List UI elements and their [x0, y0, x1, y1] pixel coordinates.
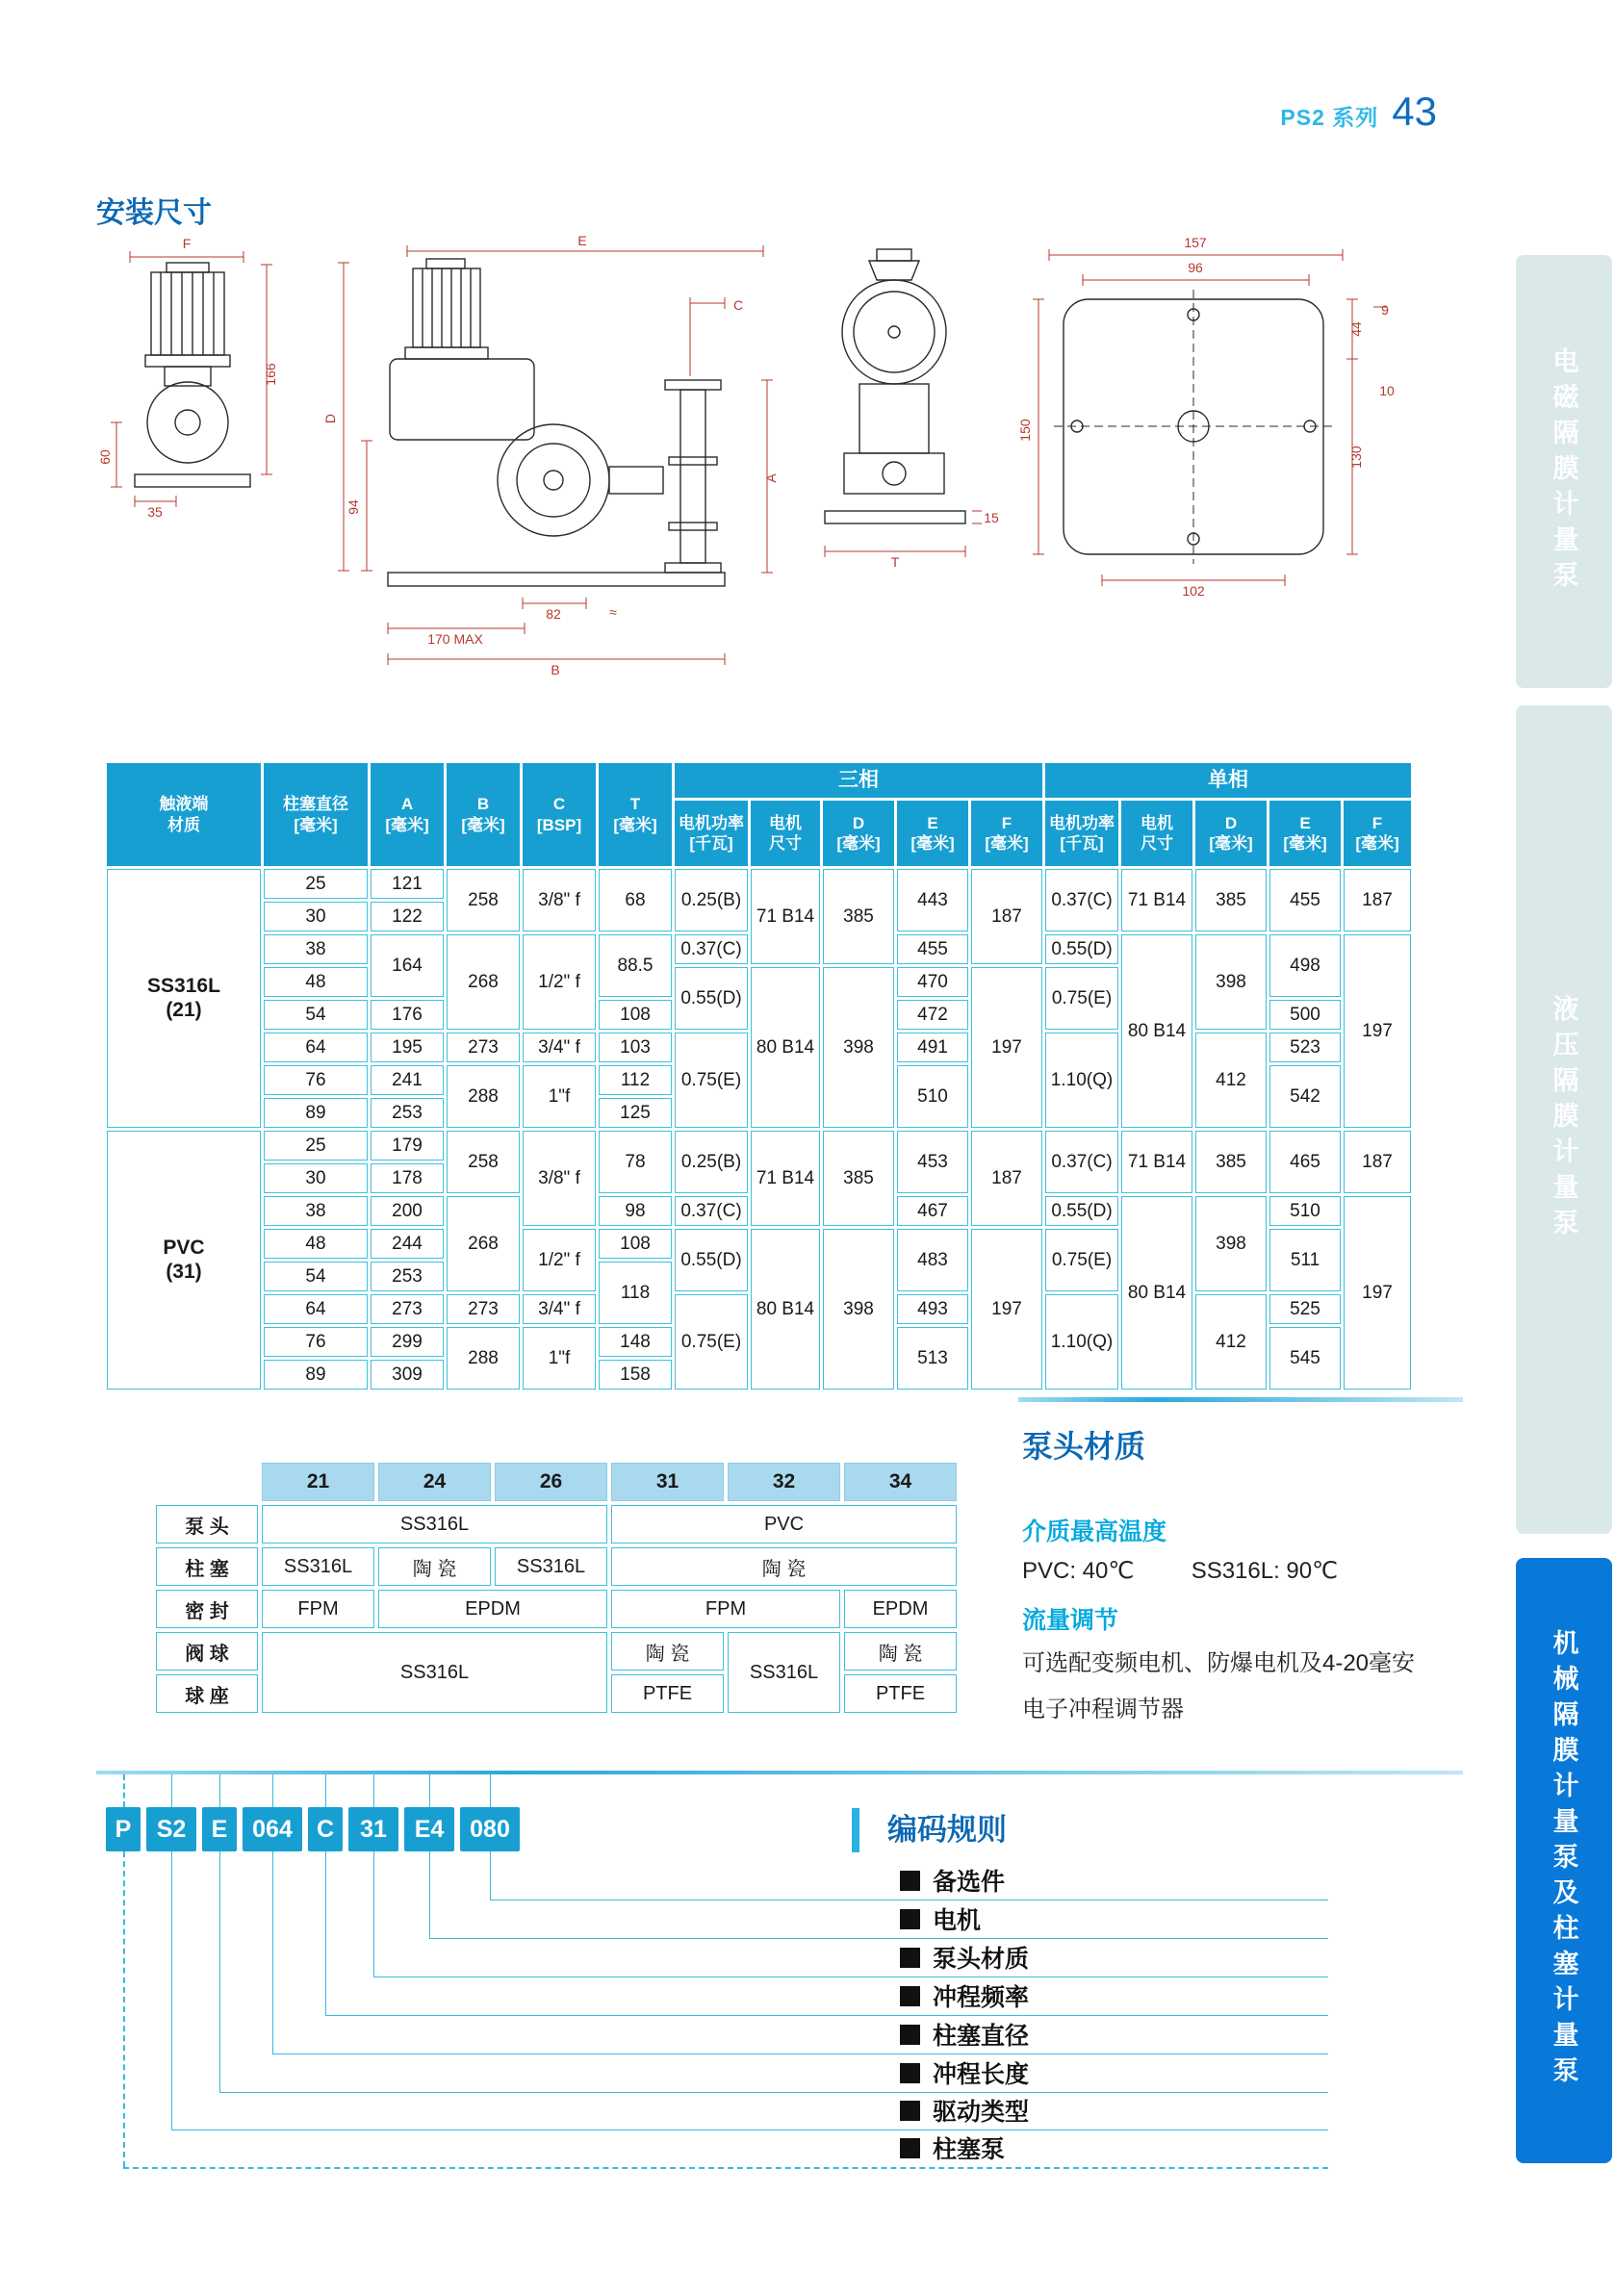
connector-line — [272, 1774, 273, 1807]
table-cell: 498 — [1269, 934, 1341, 997]
table-cell: 197 — [1344, 1196, 1411, 1390]
connector-line — [123, 1774, 125, 1807]
legend-label: 驱动类型 — [933, 2099, 1030, 2126]
connector-line — [171, 1774, 172, 1807]
bullet-square-icon — [900, 2063, 920, 2083]
code-block-E: E — [202, 1807, 237, 1851]
table-cell: 493 — [897, 1294, 968, 1324]
table-cell: 108 — [599, 1229, 672, 1259]
table-cell: 122 — [371, 902, 444, 931]
table-cell: 71 B14 — [1121, 1131, 1192, 1193]
table-cell: 455 — [1269, 869, 1341, 931]
table-cell: SS316L — [495, 1547, 607, 1586]
column-header: 电机 尺寸 — [751, 801, 820, 866]
table-cell: 80 B14 — [1121, 934, 1192, 1128]
table-cell: 244 — [371, 1229, 444, 1259]
row-label: 柱 塞 — [156, 1547, 258, 1586]
legend-label: 柱塞泵 — [933, 2136, 1006, 2163]
table-cell: 88.5 — [599, 934, 672, 997]
table-cell: 288 — [447, 1065, 520, 1128]
table-cell: 187 — [971, 869, 1042, 964]
column-header: D [毫米] — [1195, 801, 1267, 866]
flow-adjust-text-2: 电子冲程调节器 — [1022, 1696, 1184, 1722]
install-section-title: 安装尺寸 — [96, 197, 212, 229]
table-cell: 0.75(E) — [675, 1294, 748, 1390]
legend-label: 备选件 — [933, 1869, 1006, 1896]
table-cell: 491 — [897, 1033, 968, 1062]
table-cell: SS316L — [262, 1547, 374, 1586]
legend-item — [900, 1865, 1005, 1896]
heading-accent-bar — [852, 1808, 859, 1852]
dim-label: 130 — [1348, 446, 1364, 469]
connector-line — [325, 2015, 1328, 2016]
table-cell: 78 — [599, 1131, 672, 1193]
table-cell: 164 — [371, 934, 444, 997]
legend-item — [900, 1942, 1029, 1973]
table-cell: 0.55(D) — [675, 1229, 748, 1291]
table-cell: SS316L — [262, 1632, 607, 1713]
connector-line — [325, 1851, 326, 2015]
table-cell: 513 — [897, 1327, 968, 1390]
material-codes-header-row — [156, 1463, 957, 1501]
table-cell: FPM — [611, 1590, 840, 1628]
temp-pvc: PVC: 40℃ — [1022, 1558, 1135, 1584]
dim-label: T — [890, 554, 900, 570]
connector-line — [123, 1851, 125, 2167]
plunger-row — [156, 1547, 957, 1586]
connector-line — [490, 1900, 1328, 1901]
table-cell: 273 — [447, 1033, 520, 1062]
table-cell: 0.75(E) — [1045, 967, 1118, 1030]
table-cell: 273 — [447, 1294, 520, 1324]
table-cell: 1.10(Q) — [1045, 1033, 1118, 1128]
table-cell: 187 — [1344, 869, 1411, 931]
column-header: 柱塞直径 [毫米] — [264, 763, 368, 866]
connector-line — [429, 1851, 430, 1938]
dim-label: 94 — [346, 499, 361, 515]
table-cell: 0.25(B) — [675, 1131, 748, 1193]
table-cell: 0.55(D) — [1045, 1196, 1118, 1226]
dim-label: 96 — [1188, 260, 1203, 275]
table-cell: 465 — [1269, 1131, 1341, 1193]
table-cell: 30 — [264, 1163, 368, 1193]
table-cell: 511 — [1269, 1229, 1341, 1291]
bullet-square-icon — [900, 2101, 920, 2121]
table-cell: 80 B14 — [751, 967, 820, 1128]
table-cell: 3/4" f — [523, 1294, 596, 1324]
rear-view-dimensions — [825, 510, 999, 570]
dim-label: 9 — [1381, 302, 1389, 318]
table-cell: PTFE — [844, 1674, 957, 1713]
dim-label: 60 — [97, 449, 113, 465]
table-cell: 200 — [371, 1196, 444, 1226]
series-label: PS2 系列 — [1280, 105, 1379, 130]
sidebar-tab-mechanical-diaphragm — [1516, 1558, 1612, 2163]
table-cell: 197 — [1344, 934, 1411, 1128]
table-cell: PTFE — [611, 1674, 724, 1713]
dim-label: D — [322, 413, 338, 424]
bullet-square-icon — [900, 1948, 920, 1968]
table-cell: 385 — [823, 869, 894, 964]
table-cell: 48 — [264, 967, 368, 997]
table-cell: 68 — [599, 869, 672, 931]
table-cell: 178 — [371, 1163, 444, 1193]
max-temp-subtitle: 介质最高温度 — [1022, 1518, 1167, 1545]
sidebar-tab-solenoid-diaphragm — [1516, 255, 1612, 688]
sidebar-tab-label: 电磁隔膜计量泵 — [1549, 346, 1578, 597]
connector-line — [219, 1774, 220, 1807]
column-header: B [毫米] — [447, 763, 520, 866]
section-divider — [96, 1771, 1463, 1774]
connector-line — [429, 1938, 1328, 1939]
table-cell: 176 — [371, 1000, 444, 1030]
legend-label: 柱塞直径 — [933, 2023, 1030, 2050]
dim-label: 150 — [1017, 419, 1033, 442]
table-cell: 103 — [599, 1033, 672, 1062]
dim-label: F — [182, 236, 192, 251]
table-cell: 0.55(D) — [675, 967, 748, 1030]
table-cell: 25 — [264, 1131, 368, 1161]
table-cell: 483 — [897, 1229, 968, 1291]
table-cell: 1/2" f — [523, 1229, 596, 1291]
table-cell: 398 — [1195, 934, 1267, 1030]
code-header: 31 — [611, 1463, 724, 1501]
code-block-31: 31 — [348, 1807, 398, 1851]
column-header: 电机功率 [千瓦] — [1045, 801, 1118, 866]
dim-label: 166 — [263, 363, 278, 386]
table-cell: 545 — [1269, 1327, 1341, 1390]
connector-line — [490, 1774, 491, 1807]
table-cell: 0.37(C) — [675, 1196, 748, 1226]
table-cell: 472 — [897, 1000, 968, 1030]
table-cell: 179 — [371, 1131, 444, 1161]
table-cell: 108 — [599, 1000, 672, 1030]
table-cell: 470 — [897, 967, 968, 997]
table-cell: 268 — [447, 1196, 520, 1291]
phase-group-header: 三相 — [675, 763, 1042, 798]
dimension-table — [104, 760, 1414, 1392]
table-cell: 273 — [371, 1294, 444, 1324]
pump-side-view-drawing — [388, 259, 725, 586]
flow-adjust-text-1: 可选配变频电机、防爆电机及4-20毫安 — [1022, 1650, 1416, 1676]
code-header: 32 — [728, 1463, 840, 1501]
table-cell: 3/8" f — [523, 1131, 596, 1226]
table-cell: 1.10(Q) — [1045, 1294, 1118, 1390]
dim-label: 157 — [1184, 235, 1207, 250]
table-cell: 1/2" f — [523, 934, 596, 1030]
table-cell: 陶 瓷 — [611, 1547, 957, 1586]
table-cell: 76 — [264, 1065, 368, 1095]
table-cell: 453 — [897, 1131, 968, 1193]
table-cell: 455 — [897, 934, 968, 964]
connector-line — [123, 2167, 1328, 2169]
temp-ss316l: SS316L: 90℃ — [1191, 1558, 1339, 1584]
front-view-dimensions — [97, 236, 278, 520]
table-cell: 288 — [447, 1327, 520, 1390]
table-cell: 398 — [823, 1229, 894, 1390]
sidebar-tab-hydraulic-diaphragm — [1516, 705, 1612, 1534]
table-cell: 542 — [1269, 1065, 1341, 1128]
coding-rules-title: 编码规则 — [887, 1813, 1007, 1847]
legend-item — [900, 2057, 1029, 2088]
table-cell: 118 — [599, 1262, 672, 1324]
table-cell: 443 — [897, 869, 968, 931]
legend-item — [900, 2132, 1005, 2163]
table-cell: 241 — [371, 1065, 444, 1095]
dim-label: A — [763, 473, 779, 483]
material-cell: PVC (31) — [107, 1131, 261, 1390]
column-header: 触液端 材质 — [107, 763, 261, 866]
table-cell: 89 — [264, 1360, 368, 1390]
legend-item — [900, 1903, 981, 1934]
table-cell: 64 — [264, 1033, 368, 1062]
table-cell: SS316L — [262, 1505, 607, 1543]
table-cell: 1"f — [523, 1327, 596, 1390]
installation-drawings — [97, 233, 1468, 715]
table-cell: SS316L — [728, 1632, 840, 1713]
connector-line — [429, 1774, 430, 1807]
dim-label: 35 — [147, 504, 163, 520]
table-cell: 0.75(E) — [675, 1033, 748, 1128]
table-row — [107, 1131, 1411, 1161]
table-cell: 500 — [1269, 1000, 1341, 1030]
table-cell: 385 — [823, 1131, 894, 1226]
table-cell: 3/8" f — [523, 869, 596, 931]
section-divider — [1018, 1397, 1463, 1402]
phase-group-header: 单相 — [1045, 763, 1411, 798]
legend-label: 电机 — [933, 1907, 982, 1934]
code-header: 24 — [378, 1463, 491, 1501]
bullet-square-icon — [900, 1909, 920, 1929]
row-label: 密 封 — [156, 1590, 258, 1628]
table-cell: 258 — [447, 1131, 520, 1193]
table-cell: 187 — [971, 1131, 1042, 1226]
table-cell: 412 — [1195, 1294, 1267, 1390]
dim-label: B — [551, 662, 560, 677]
table-cell: 76 — [264, 1327, 368, 1357]
bullet-square-icon — [900, 1871, 920, 1891]
table-cell: 71 B14 — [751, 869, 820, 964]
table-cell: 412 — [1195, 1033, 1267, 1128]
connector-line — [219, 2092, 1328, 2093]
table-cell: 陶 瓷 — [611, 1632, 724, 1671]
row-label: 阀 球 — [156, 1632, 258, 1671]
table-cell: 陶 瓷 — [844, 1632, 957, 1671]
table-cell: 54 — [264, 1000, 368, 1030]
connector-line — [219, 1851, 220, 2092]
table-cell: EPDM — [844, 1590, 957, 1628]
table-cell: 258 — [447, 869, 520, 931]
seal-row — [156, 1590, 957, 1628]
sidebar-tab-label: 液压隔膜计量泵 — [1549, 995, 1578, 1244]
code-block-E4: E4 — [404, 1807, 454, 1851]
table-cell: 385 — [1195, 1131, 1267, 1193]
table-cell: 25 — [264, 869, 368, 899]
bullet-square-icon — [900, 2138, 920, 2158]
legend-label: 泵头材质 — [933, 1946, 1030, 1973]
connector-line — [272, 1851, 273, 2054]
dim-label: 15 — [984, 510, 999, 525]
table-cell: PVC — [611, 1505, 957, 1543]
connector-line — [171, 1851, 172, 2130]
code-block-080: 080 — [460, 1807, 520, 1851]
material-cell: SS316L (21) — [107, 869, 261, 1128]
table-cell: 陶 瓷 — [378, 1547, 491, 1586]
legend-label: 冲程频率 — [933, 1984, 1030, 2011]
table-cell: 525 — [1269, 1294, 1341, 1324]
table-row — [107, 869, 1411, 899]
row-label: 泵 头 — [156, 1505, 258, 1543]
table-cell: 398 — [1195, 1196, 1267, 1291]
table-cell: 38 — [264, 1196, 368, 1226]
table-cell: 299 — [371, 1327, 444, 1357]
side-view-dimensions — [322, 233, 779, 677]
table-cell: 112 — [599, 1065, 672, 1095]
table-cell: 0.55(D) — [1045, 934, 1118, 964]
table-cell: 0.37(C) — [675, 934, 748, 964]
column-header: F [毫米] — [1344, 801, 1411, 866]
table-cell: 510 — [897, 1065, 968, 1128]
spacer-cell — [156, 1463, 258, 1501]
table-cell: 89 — [264, 1098, 368, 1128]
sidebar-tab-label: 机械隔膜计量泵及柱塞计量泵 — [1549, 1629, 1578, 2092]
table-cell: 148 — [599, 1327, 672, 1357]
column-header: 电机功率 [千瓦] — [675, 801, 748, 866]
dim-label: E — [577, 233, 587, 248]
dim-label: 102 — [1182, 583, 1205, 599]
valve-ball-row — [156, 1632, 957, 1671]
pump-head-row — [156, 1505, 957, 1543]
table-cell: 467 — [897, 1196, 968, 1226]
table-cell: 197 — [971, 967, 1042, 1128]
pump-rear-view-drawing — [825, 249, 965, 523]
table-cell: 0.75(E) — [1045, 1229, 1118, 1291]
connector-line — [373, 1851, 374, 1977]
connector-line — [325, 1774, 326, 1807]
dim-label: ≈ — [609, 604, 617, 620]
table-cell: 385 — [1195, 869, 1267, 931]
page-header — [1280, 89, 1437, 135]
legend-label: 冲程长度 — [933, 2061, 1030, 2088]
table-cell: 71 B14 — [751, 1131, 820, 1226]
dim-label: 82 — [546, 606, 561, 622]
code-block-S2: S2 — [146, 1807, 196, 1851]
table-cell: 80 B14 — [751, 1229, 820, 1390]
table-cell: 1"f — [523, 1065, 596, 1128]
table-cell: 187 — [1344, 1131, 1411, 1193]
column-header: E [毫米] — [1269, 801, 1341, 866]
table-cell: 510 — [1269, 1196, 1341, 1226]
table-cell: 309 — [371, 1360, 444, 1390]
legend-item — [900, 1980, 1029, 2011]
column-header: 电机 尺寸 — [1121, 801, 1192, 866]
table-cell: 121 — [371, 869, 444, 899]
table-cell: 523 — [1269, 1033, 1341, 1062]
code-block-C: C — [308, 1807, 343, 1851]
table-cell: 253 — [371, 1262, 444, 1291]
table-cell: 64 — [264, 1294, 368, 1324]
table-cell: 197 — [971, 1229, 1042, 1390]
table-cell: 3/4" f — [523, 1033, 596, 1062]
column-header: E [毫米] — [897, 801, 968, 866]
table-cell: 80 B14 — [1121, 1196, 1192, 1390]
table-cell: 398 — [823, 967, 894, 1128]
code-header: 21 — [262, 1463, 374, 1501]
dim-label: C — [732, 297, 744, 313]
bullet-square-icon — [900, 1986, 920, 2006]
table-cell: 268 — [447, 934, 520, 1030]
code-block-P: P — [106, 1807, 141, 1851]
table-cell: 0.25(B) — [675, 869, 748, 931]
legend-item — [900, 2095, 1029, 2126]
column-header: T [毫米] — [599, 763, 672, 866]
table-cell: 38 — [264, 934, 368, 964]
max-temp-values — [1022, 1557, 1338, 1585]
table-cell: EPDM — [378, 1590, 607, 1628]
dim-label: 44 — [1348, 321, 1364, 337]
code-block-064: 064 — [243, 1807, 302, 1851]
column-header: D [毫米] — [823, 801, 894, 866]
connector-line — [490, 1851, 491, 1900]
table-cell: 30 — [264, 902, 368, 931]
pump-head-material-title: 泵头材质 — [1022, 1429, 1146, 1464]
table-cell: 71 B14 — [1121, 869, 1192, 931]
dim-label: 170 MAX — [427, 631, 483, 647]
table-cell: 98 — [599, 1196, 672, 1226]
table-cell: 195 — [371, 1033, 444, 1062]
table-cell: 158 — [599, 1360, 672, 1390]
bullet-square-icon — [900, 2025, 920, 2045]
base-plate-drawing — [1054, 290, 1333, 564]
connector-line — [373, 1774, 374, 1807]
table-cell: 54 — [264, 1262, 368, 1291]
row-label: 球 座 — [156, 1674, 258, 1713]
material-section — [107, 869, 1411, 1128]
pump-front-view-drawing — [135, 263, 250, 487]
table-cell: 48 — [264, 1229, 368, 1259]
legend-item — [900, 2019, 1029, 2050]
column-header: C [BSP] — [523, 763, 596, 866]
table-cell: 125 — [599, 1098, 672, 1128]
table-cell: 0.37(C) — [1045, 869, 1118, 931]
material-section — [107, 1131, 1411, 1390]
column-header: A [毫米] — [371, 763, 444, 866]
column-header: F [毫米] — [971, 801, 1042, 866]
page-number: 43 — [1392, 89, 1437, 134]
dim-label: 10 — [1379, 383, 1395, 398]
table-cell: FPM — [262, 1590, 374, 1628]
table-cell: 0.37(C) — [1045, 1131, 1118, 1193]
material-codes-table — [152, 1459, 961, 1717]
table-cell: 253 — [371, 1098, 444, 1128]
flow-adjust-subtitle: 流量调节 — [1022, 1607, 1119, 1634]
code-header: 26 — [495, 1463, 607, 1501]
code-header: 34 — [844, 1463, 957, 1501]
